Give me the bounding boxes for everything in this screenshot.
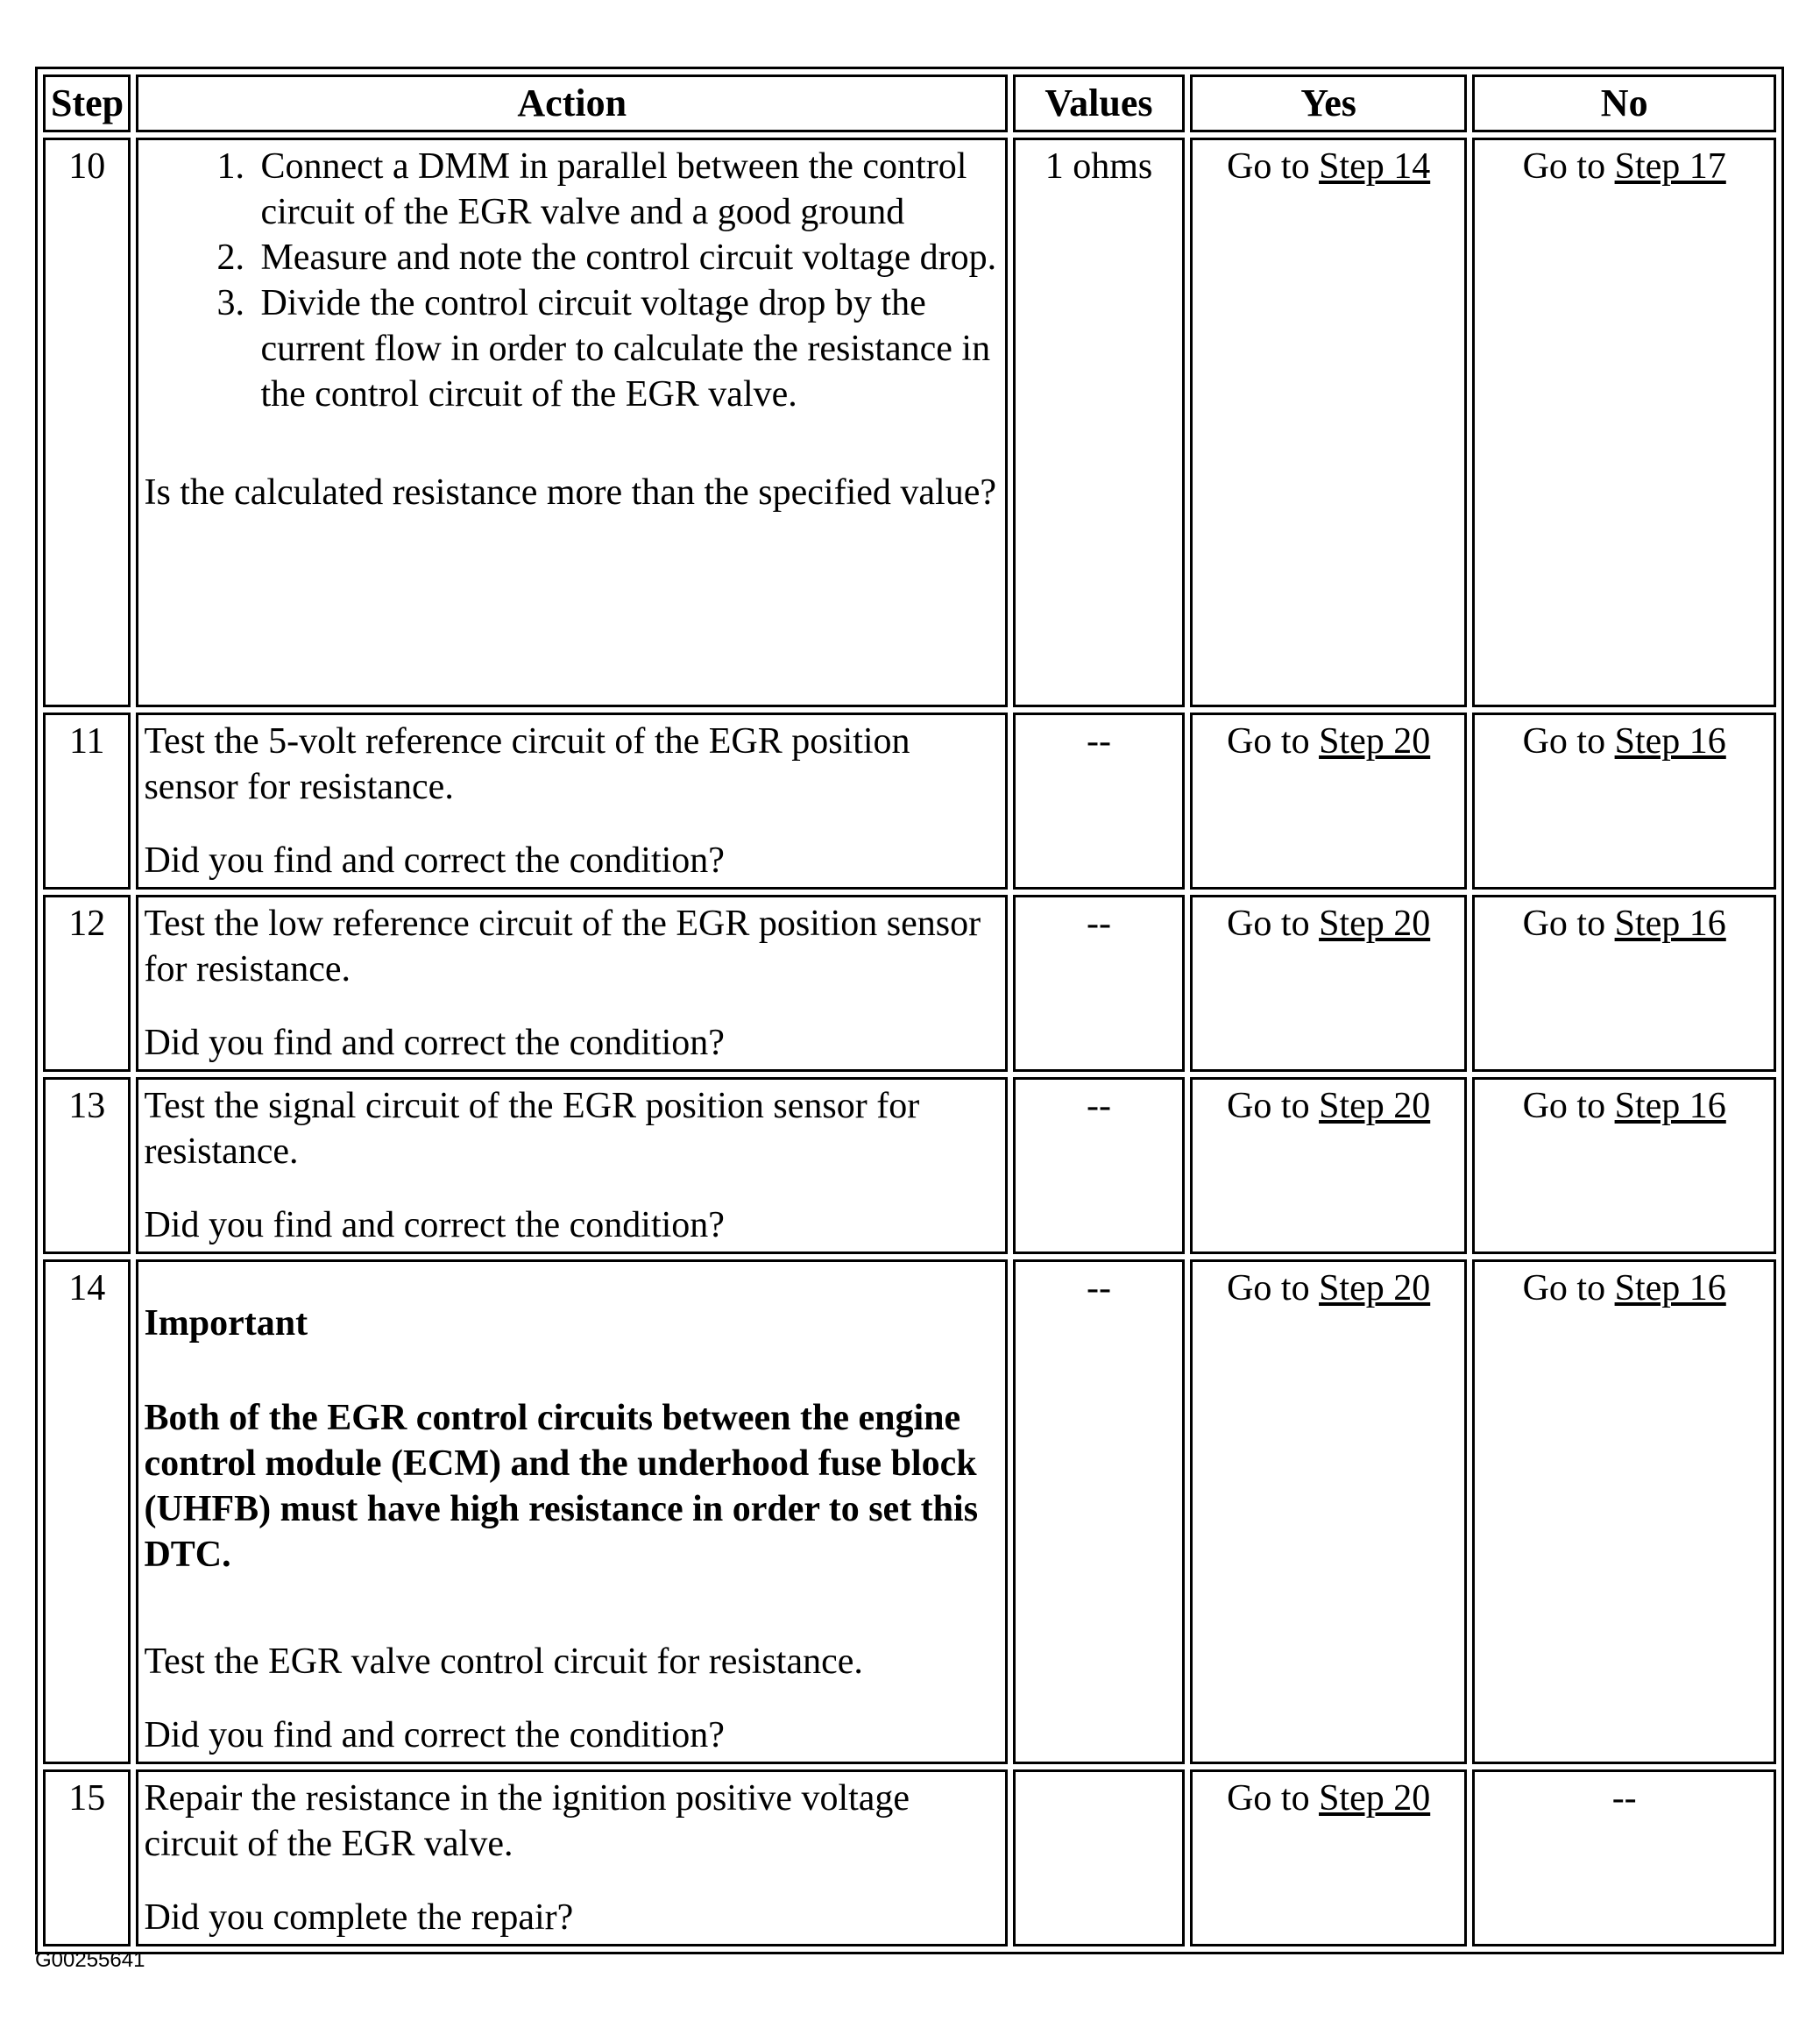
yes-step-link[interactable]: Step 20	[1319, 721, 1431, 762]
action-text: Test the low reference circuit of the EGR position sensor for resistance.	[144, 904, 981, 989]
yes-step-link[interactable]: Step 14	[1319, 146, 1431, 187]
no-cell: --	[1472, 1769, 1776, 1946]
value-cell: --	[1013, 713, 1185, 890]
value-cell: --	[1013, 1259, 1185, 1764]
no-step-link[interactable]: Step 16	[1614, 1268, 1726, 1308]
action-question: Did you complete the repair?	[144, 1897, 574, 1938]
table-row-step-10	[43, 138, 1776, 707]
goto-prefix: Go to	[1227, 1268, 1320, 1308]
goto-prefix: Go to	[1227, 146, 1320, 187]
step-number: 11	[43, 713, 131, 890]
goto-prefix: Go to	[1522, 904, 1615, 944]
figure-id: G00255641	[35, 1948, 145, 1972]
action-question: Is the calculated resistance more than the specified value?	[144, 472, 996, 513]
value-cell: --	[1013, 895, 1185, 1072]
step-number: 15	[43, 1769, 131, 1946]
table-row-step-14	[43, 1259, 1776, 1764]
action-text: Repair the resistance in the ignition positive voltage circuit of the EGR valve.	[144, 1778, 910, 1864]
important-heading: Important	[144, 1303, 308, 1344]
yes-step-link[interactable]: Step 20	[1319, 1086, 1431, 1126]
goto-prefix: Go to	[1522, 146, 1615, 187]
table-header-row	[43, 74, 1776, 132]
action-question: Did you find and correct the condition?	[144, 1715, 725, 1755]
diagnostic-table	[35, 67, 1784, 1954]
header-action: Action	[136, 74, 1008, 132]
yes-step-link[interactable]: Step 20	[1319, 1778, 1431, 1819]
diagnostic-table-container	[35, 67, 1784, 1954]
action-cell	[136, 1077, 1008, 1254]
yes-cell	[1190, 138, 1467, 707]
no-step-link[interactable]: Step 16	[1614, 904, 1726, 944]
header-step: Step	[43, 74, 131, 132]
goto-prefix: Go to	[1227, 904, 1320, 944]
yes-cell	[1190, 1077, 1467, 1254]
no-cell	[1472, 895, 1776, 1072]
table-row-step-11	[43, 713, 1776, 890]
list-item: 2. Measure and note the control circuit voltage drop.	[253, 235, 1000, 280]
yes-cell	[1190, 1259, 1467, 1764]
action-cell	[136, 138, 1008, 707]
goto-prefix: Go to	[1522, 1268, 1615, 1308]
no-cell	[1472, 713, 1776, 890]
value-cell: --	[1013, 1077, 1185, 1254]
no-step-link[interactable]: Step 17	[1614, 146, 1726, 187]
value-cell	[1013, 1769, 1185, 1946]
action-list	[144, 144, 1000, 417]
action-question: Did you find and correct the condition?	[144, 1023, 725, 1063]
value-cell: 1 ohms	[1013, 138, 1185, 707]
yes-cell	[1190, 1769, 1467, 1946]
action-text: Test the EGR valve control circuit for resistance.	[144, 1641, 863, 1682]
table-row-step-15	[43, 1769, 1776, 1946]
goto-prefix: Go to	[1522, 1086, 1615, 1126]
table-row-step-13	[43, 1077, 1776, 1254]
important-text: Both of the EGR control circuits between the engine control module (ECM) and the underhood fuse block (UHFB) must have high resistance in order to set this DTC.	[144, 1398, 979, 1575]
list-item: 1. Connect a DMM in parallel between the control circuit of the EGR valve and a good ground	[253, 144, 1000, 235]
step-number: 10	[43, 138, 131, 707]
header-no: No	[1472, 74, 1776, 132]
step-number: 14	[43, 1259, 131, 1764]
action-cell	[136, 895, 1008, 1072]
goto-prefix: Go to	[1227, 1086, 1320, 1126]
yes-cell	[1190, 713, 1467, 890]
action-cell	[136, 713, 1008, 890]
action-text: Test the 5-volt reference circuit of the EGR position sensor for resistance.	[144, 721, 910, 807]
header-values: Values	[1013, 74, 1185, 132]
yes-cell	[1190, 895, 1467, 1072]
goto-prefix: Go to	[1522, 721, 1615, 762]
no-cell	[1472, 138, 1776, 707]
action-question: Did you find and correct the condition?	[144, 840, 725, 881]
no-step-link[interactable]: Step 16	[1614, 1086, 1726, 1126]
list-item: 3. Divide the control circuit voltage drop by the current flow in order to calculate the resistance in the control circuit of the EGR valve.	[253, 280, 1000, 417]
step-number: 12	[43, 895, 131, 1072]
header-yes: Yes	[1190, 74, 1467, 132]
goto-prefix: Go to	[1227, 721, 1320, 762]
yes-step-link[interactable]: Step 20	[1319, 1268, 1431, 1308]
action-cell	[136, 1259, 1008, 1764]
no-step-link[interactable]: Step 16	[1614, 721, 1726, 762]
table-row-step-12	[43, 895, 1776, 1072]
action-cell	[136, 1769, 1008, 1946]
no-cell	[1472, 1077, 1776, 1254]
no-cell	[1472, 1259, 1776, 1764]
action-text: Test the signal circuit of the EGR position sensor for resistance.	[144, 1086, 920, 1172]
goto-prefix: Go to	[1227, 1778, 1320, 1819]
action-question: Did you find and correct the condition?	[144, 1205, 725, 1245]
step-number: 13	[43, 1077, 131, 1254]
yes-step-link[interactable]: Step 20	[1319, 904, 1431, 944]
